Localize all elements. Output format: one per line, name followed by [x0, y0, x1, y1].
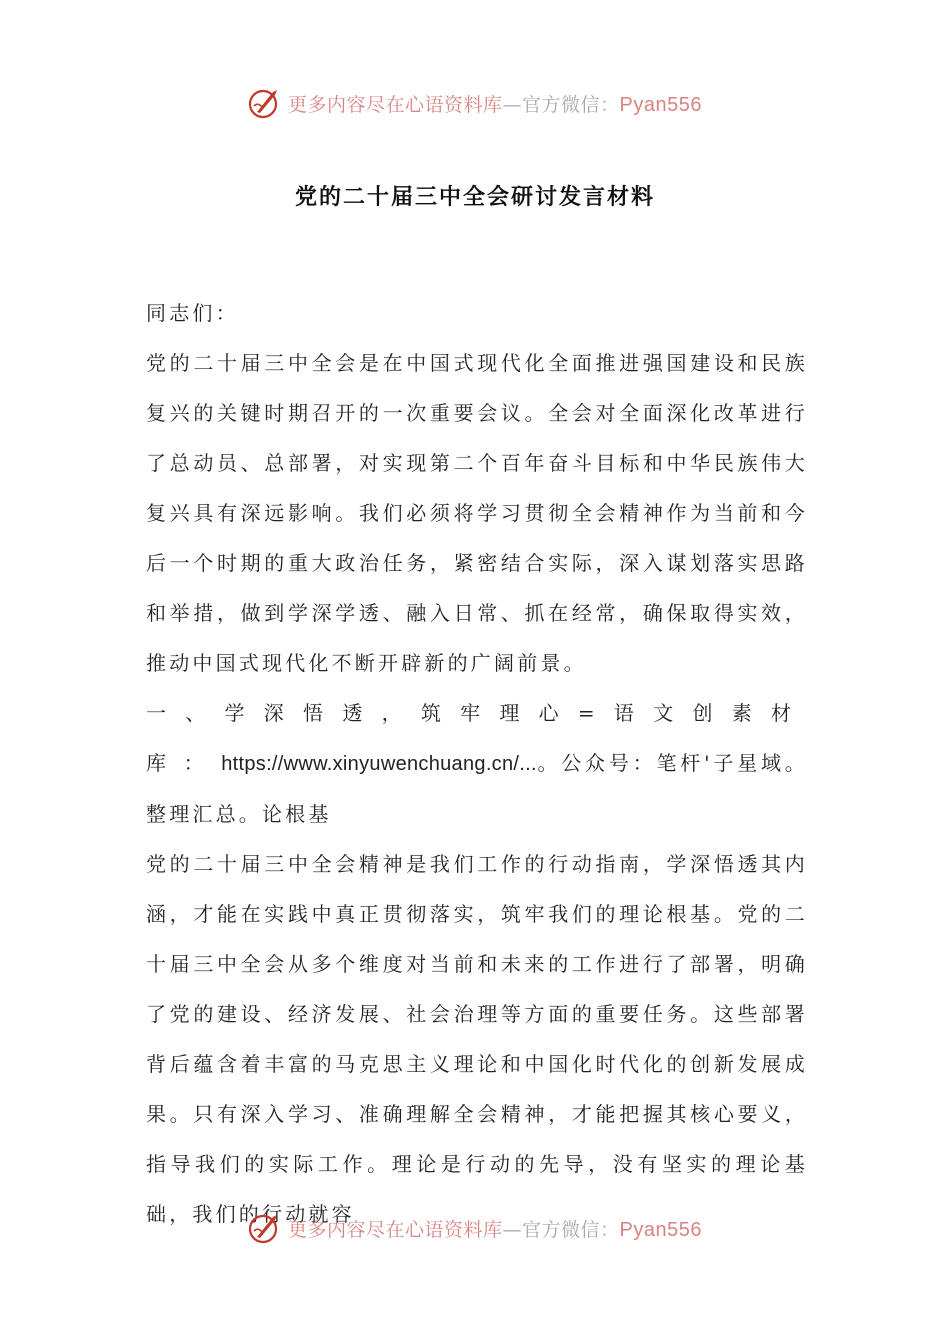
quill-logo-icon: [248, 86, 282, 120]
watermark-wechat-id: Pyan556: [619, 1218, 702, 1241]
header-watermark-banner: [0, 83, 950, 123]
section-heading-1-url: https://www.xinyuwenchuang.cn/...: [221, 753, 537, 775]
document-title: 党的二十届三中全会研讨发言材料: [294, 185, 655, 210]
paragraph-section-1: 党的二十届三中全会精神是我们工作的行动指南，学深悟透其内涵，才能在实践中真正贯彻落实，筑牢我们的理论根基。党的二十届三中全会从多个维度对当前和未来的工作进行了部署，明确了党的建设、经济发展、社会治理等方面的重要任务。这些部署背后蕴含着丰富的马克思主义理论和中国化时代化的创新发展成果。只有深入学习、准确理解全会精神，才能把握其核心要义，指导我们的实际工作。理论是行动的先导，没有坚实的理论基础，我们的行动就容: [146, 852, 808, 1226]
watermark-text: [288, 90, 702, 117]
document-body: [146, 288, 808, 1239]
watermark-main-text: 更多内容尽在心语资料库: [288, 1218, 503, 1241]
section-heading-1-text: 一、学深悟透，筑牢理心=语文创素材库：: [146, 701, 808, 775]
watermark-text: [288, 1215, 702, 1242]
watermark-main-text: 更多内容尽在心语资料库: [288, 93, 503, 116]
section-heading-1: [146, 688, 808, 839]
section-heading-1-tail: 。公众号：笔杆'子星域。整理汇总。论根基: [146, 751, 809, 826]
footer-watermark-banner: [0, 1208, 950, 1248]
watermark-separator-text: —官方微信：: [502, 93, 620, 116]
paragraph-intro: 党的二十届三中全会是在中国式现代化全面推进强国建设和民族复兴的关键时期召开的一次重要会议。全会对全面深化改革进行了总动员、总部署，对实现第二个百年奋斗目标和中华民族伟大复兴具有深远影响。我们必须将学习贯彻全会精神作为当前和今后一个时期的重大政治任务，紧密结合实际，深入谋划落实思路和举措，做到学深学透、融入日常、抓在经常，确保取得实效，推动中国式现代化不断开辟新的广阔前景。: [146, 351, 808, 675]
greeting: 同志们：: [146, 301, 239, 325]
watermark-separator-text: —官方微信：: [502, 1218, 620, 1241]
quill-logo-icon: [248, 1211, 282, 1245]
watermark-wechat-id: Pyan556: [619, 93, 702, 116]
